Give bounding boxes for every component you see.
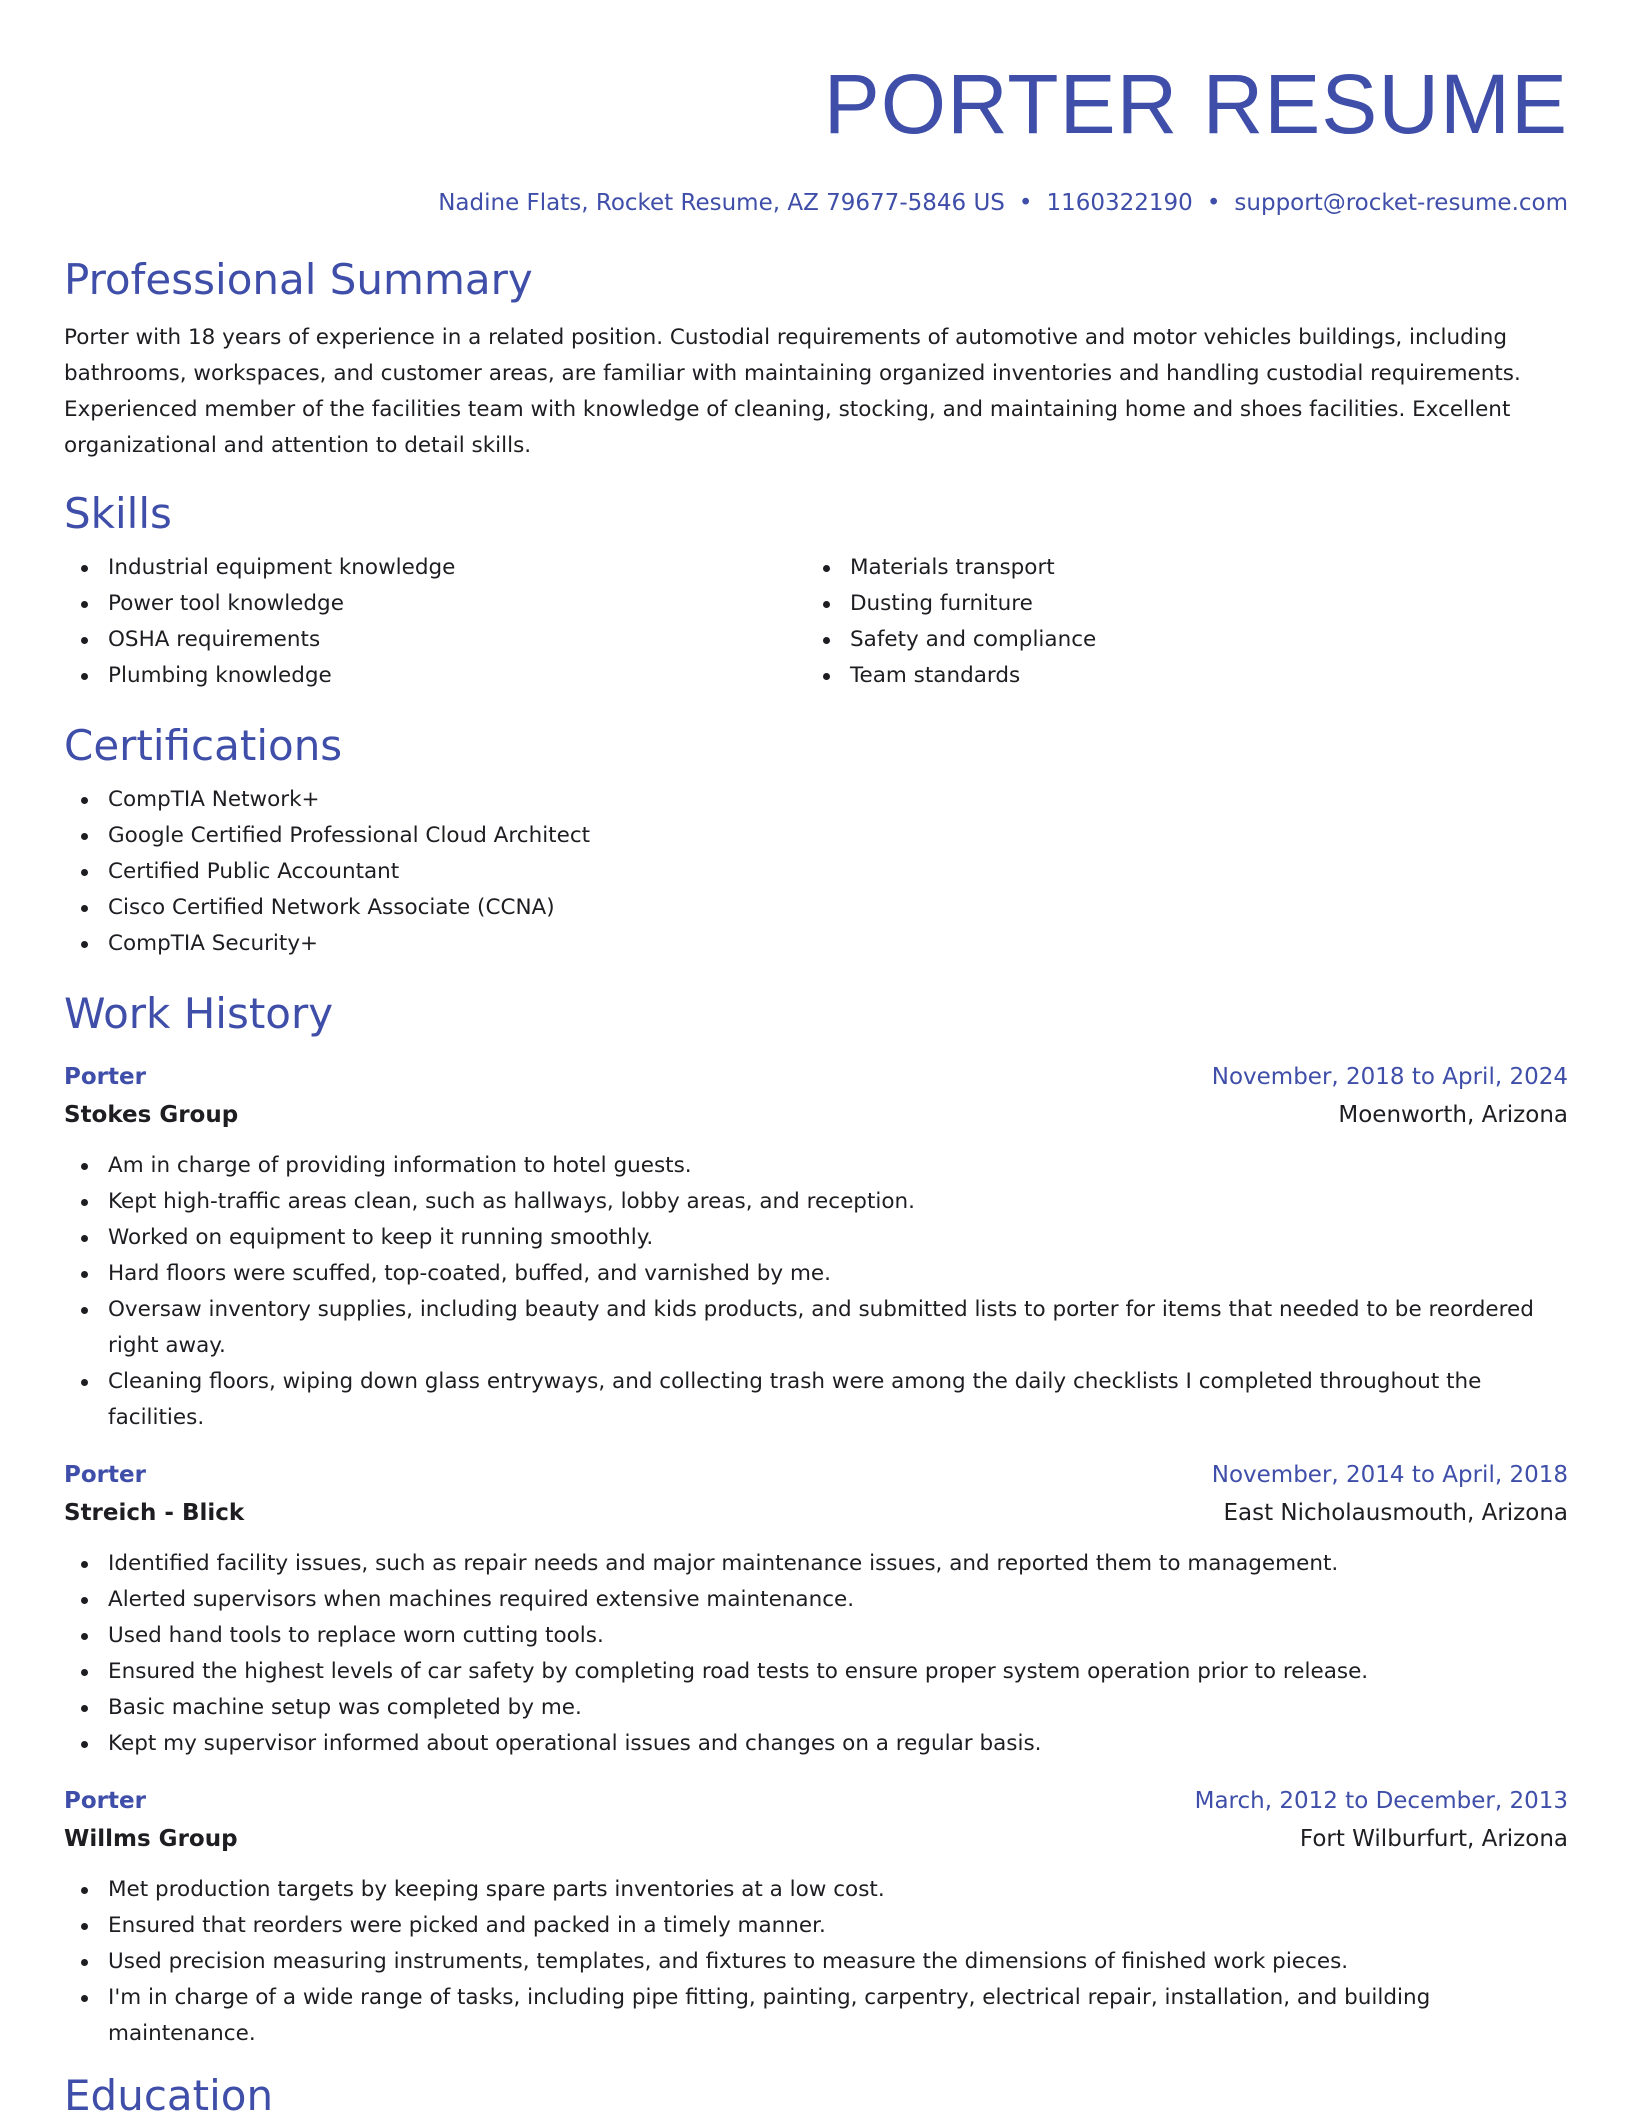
job-header-row	[64, 1058, 1568, 1096]
job-company-row	[64, 1494, 1568, 1532]
job-bullet: Used hand tools to replace worn cutting tools.	[64, 1618, 1568, 1654]
contact-separator: •	[1206, 190, 1221, 216]
skill-item: Safety and compliance	[806, 622, 1548, 658]
job-bullet: I'm in charge of a wide range of tasks, including pipe fitting, painting, carpentry, electrical repair, installation, and building maintenance.	[64, 1980, 1568, 2052]
job-dates: March, 2012 to December, 2013	[1194, 1788, 1568, 1814]
job-bullet: Am in charge of providing information to hotel guests.	[64, 1148, 1568, 1184]
certification-item: Google Certified Professional Cloud Architect	[64, 818, 1568, 854]
skills-list-right	[806, 550, 1548, 694]
job-bullet: Alerted supervisors when machines required extensive maintenance.	[64, 1582, 1568, 1618]
job-entry	[64, 1456, 1568, 1762]
job-bullet: Met production targets by keeping spare parts inventories at a low cost.	[64, 1872, 1568, 1908]
skill-item: Power tool knowledge	[64, 586, 806, 622]
job-company: Streich - Blick	[64, 1500, 245, 1526]
skills-columns	[64, 550, 1568, 694]
job-dates: November, 2018 to April, 2024	[1211, 1064, 1568, 1090]
job-bullets	[64, 1872, 1568, 2052]
job-company: Willms Group	[64, 1826, 238, 1852]
resume-title: PORTER RESUME	[823, 57, 1568, 151]
contact-address: Nadine Flats, Rocket Resume, AZ 79677-5846 US	[438, 190, 1005, 216]
certification-item: CompTIA Network+	[64, 782, 1568, 818]
job-company: Stokes Group	[64, 1102, 239, 1128]
section-title-work-history: Work History	[64, 989, 334, 1038]
job-bullet: Ensured that reorders were picked and packed in a timely manner.	[64, 1908, 1568, 1944]
job-location: Moenworth, Arizona	[1338, 1102, 1568, 1128]
job-dates: November, 2014 to April, 2018	[1211, 1462, 1568, 1488]
job-company-row	[64, 1820, 1568, 1858]
job-role: Porter	[64, 1064, 146, 1090]
job-location: Fort Wilburfurt, Arizona	[1299, 1826, 1568, 1852]
job-bullet: Cleaning floors, wiping down glass entryways, and collecting trash were among the daily checklists I completed throughout the facilities.	[64, 1364, 1568, 1436]
job-entry	[64, 1782, 1568, 2052]
skills-list-left	[64, 550, 806, 694]
certification-item: Cisco Certified Network Associate (CCNA)	[64, 890, 1568, 926]
section-title-certifications: Certifications	[64, 721, 343, 770]
section-title-skills: Skills	[64, 489, 172, 538]
job-bullet: Hard floors were scuffed, top-coated, buffed, and varnished by me.	[64, 1256, 1568, 1292]
contact-separator: •	[1018, 190, 1033, 216]
job-bullet: Kept my supervisor informed about operational issues and changes on a regular basis.	[64, 1726, 1568, 1762]
job-bullet: Worked on equipment to keep it running smoothly.	[64, 1220, 1568, 1256]
job-bullets	[64, 1546, 1568, 1762]
job-entry	[64, 1058, 1568, 1436]
skill-item: Industrial equipment knowledge	[64, 550, 806, 586]
job-bullet: Basic machine setup was completed by me.	[64, 1690, 1568, 1726]
resume-header	[64, 0, 1568, 218]
job-header-row	[64, 1782, 1568, 1820]
contact-phone: 1160322190	[1046, 190, 1193, 216]
contact-line	[64, 188, 1568, 218]
work-history-list	[64, 1058, 1568, 2052]
skill-item: Dusting furniture	[806, 586, 1548, 622]
job-company-row	[64, 1096, 1568, 1134]
job-bullet: Kept high-traffic areas clean, such as hallways, lobby areas, and reception.	[64, 1184, 1568, 1220]
section-title-summary: Professional Summary	[64, 255, 533, 304]
section-title-education: Education	[64, 2071, 274, 2112]
certifications-list	[64, 782, 1568, 962]
job-location: East Nicholausmouth, Arizona	[1223, 1500, 1568, 1526]
skill-item: Team standards	[806, 658, 1548, 694]
skill-item: Plumbing knowledge	[64, 658, 806, 694]
job-bullets	[64, 1148, 1568, 1436]
job-header-row	[64, 1456, 1568, 1494]
skill-item: Materials transport	[806, 550, 1548, 586]
certification-item: CompTIA Security+	[64, 926, 1568, 962]
job-bullet: Ensured the highest levels of car safety by completing road tests to ensure proper system operation prior to release.	[64, 1654, 1568, 1690]
job-role: Porter	[64, 1462, 146, 1488]
job-bullet: Identified facility issues, such as repair needs and major maintenance issues, and reported them to management.	[64, 1546, 1568, 1582]
contact-email[interactable]: support@rocket-resume.com	[1234, 190, 1568, 216]
job-role: Porter	[64, 1788, 146, 1814]
certification-item: Certified Public Accountant	[64, 854, 1568, 890]
skill-item: OSHA requirements	[64, 622, 806, 658]
job-bullet: Used precision measuring instruments, templates, and fixtures to measure the dimensions of finished work pieces.	[64, 1944, 1568, 1980]
summary-text: Porter with 18 years of experience in a related position. Custodial requirements of automotive and motor vehicles buildings, including bathrooms, workspaces, and customer areas, are familiar with maintaining organized inventories and handling custodial requirements. Experienced member of the facilities team with knowledge of cleaning, stocking, and maintaining home and shoes facilities. Excellent organizational and attention to detail skills.	[64, 325, 1521, 458]
job-bullet: Oversaw inventory supplies, including beauty and kids products, and submitted lists to porter for items that needed to be reordered right away.	[64, 1292, 1568, 1364]
